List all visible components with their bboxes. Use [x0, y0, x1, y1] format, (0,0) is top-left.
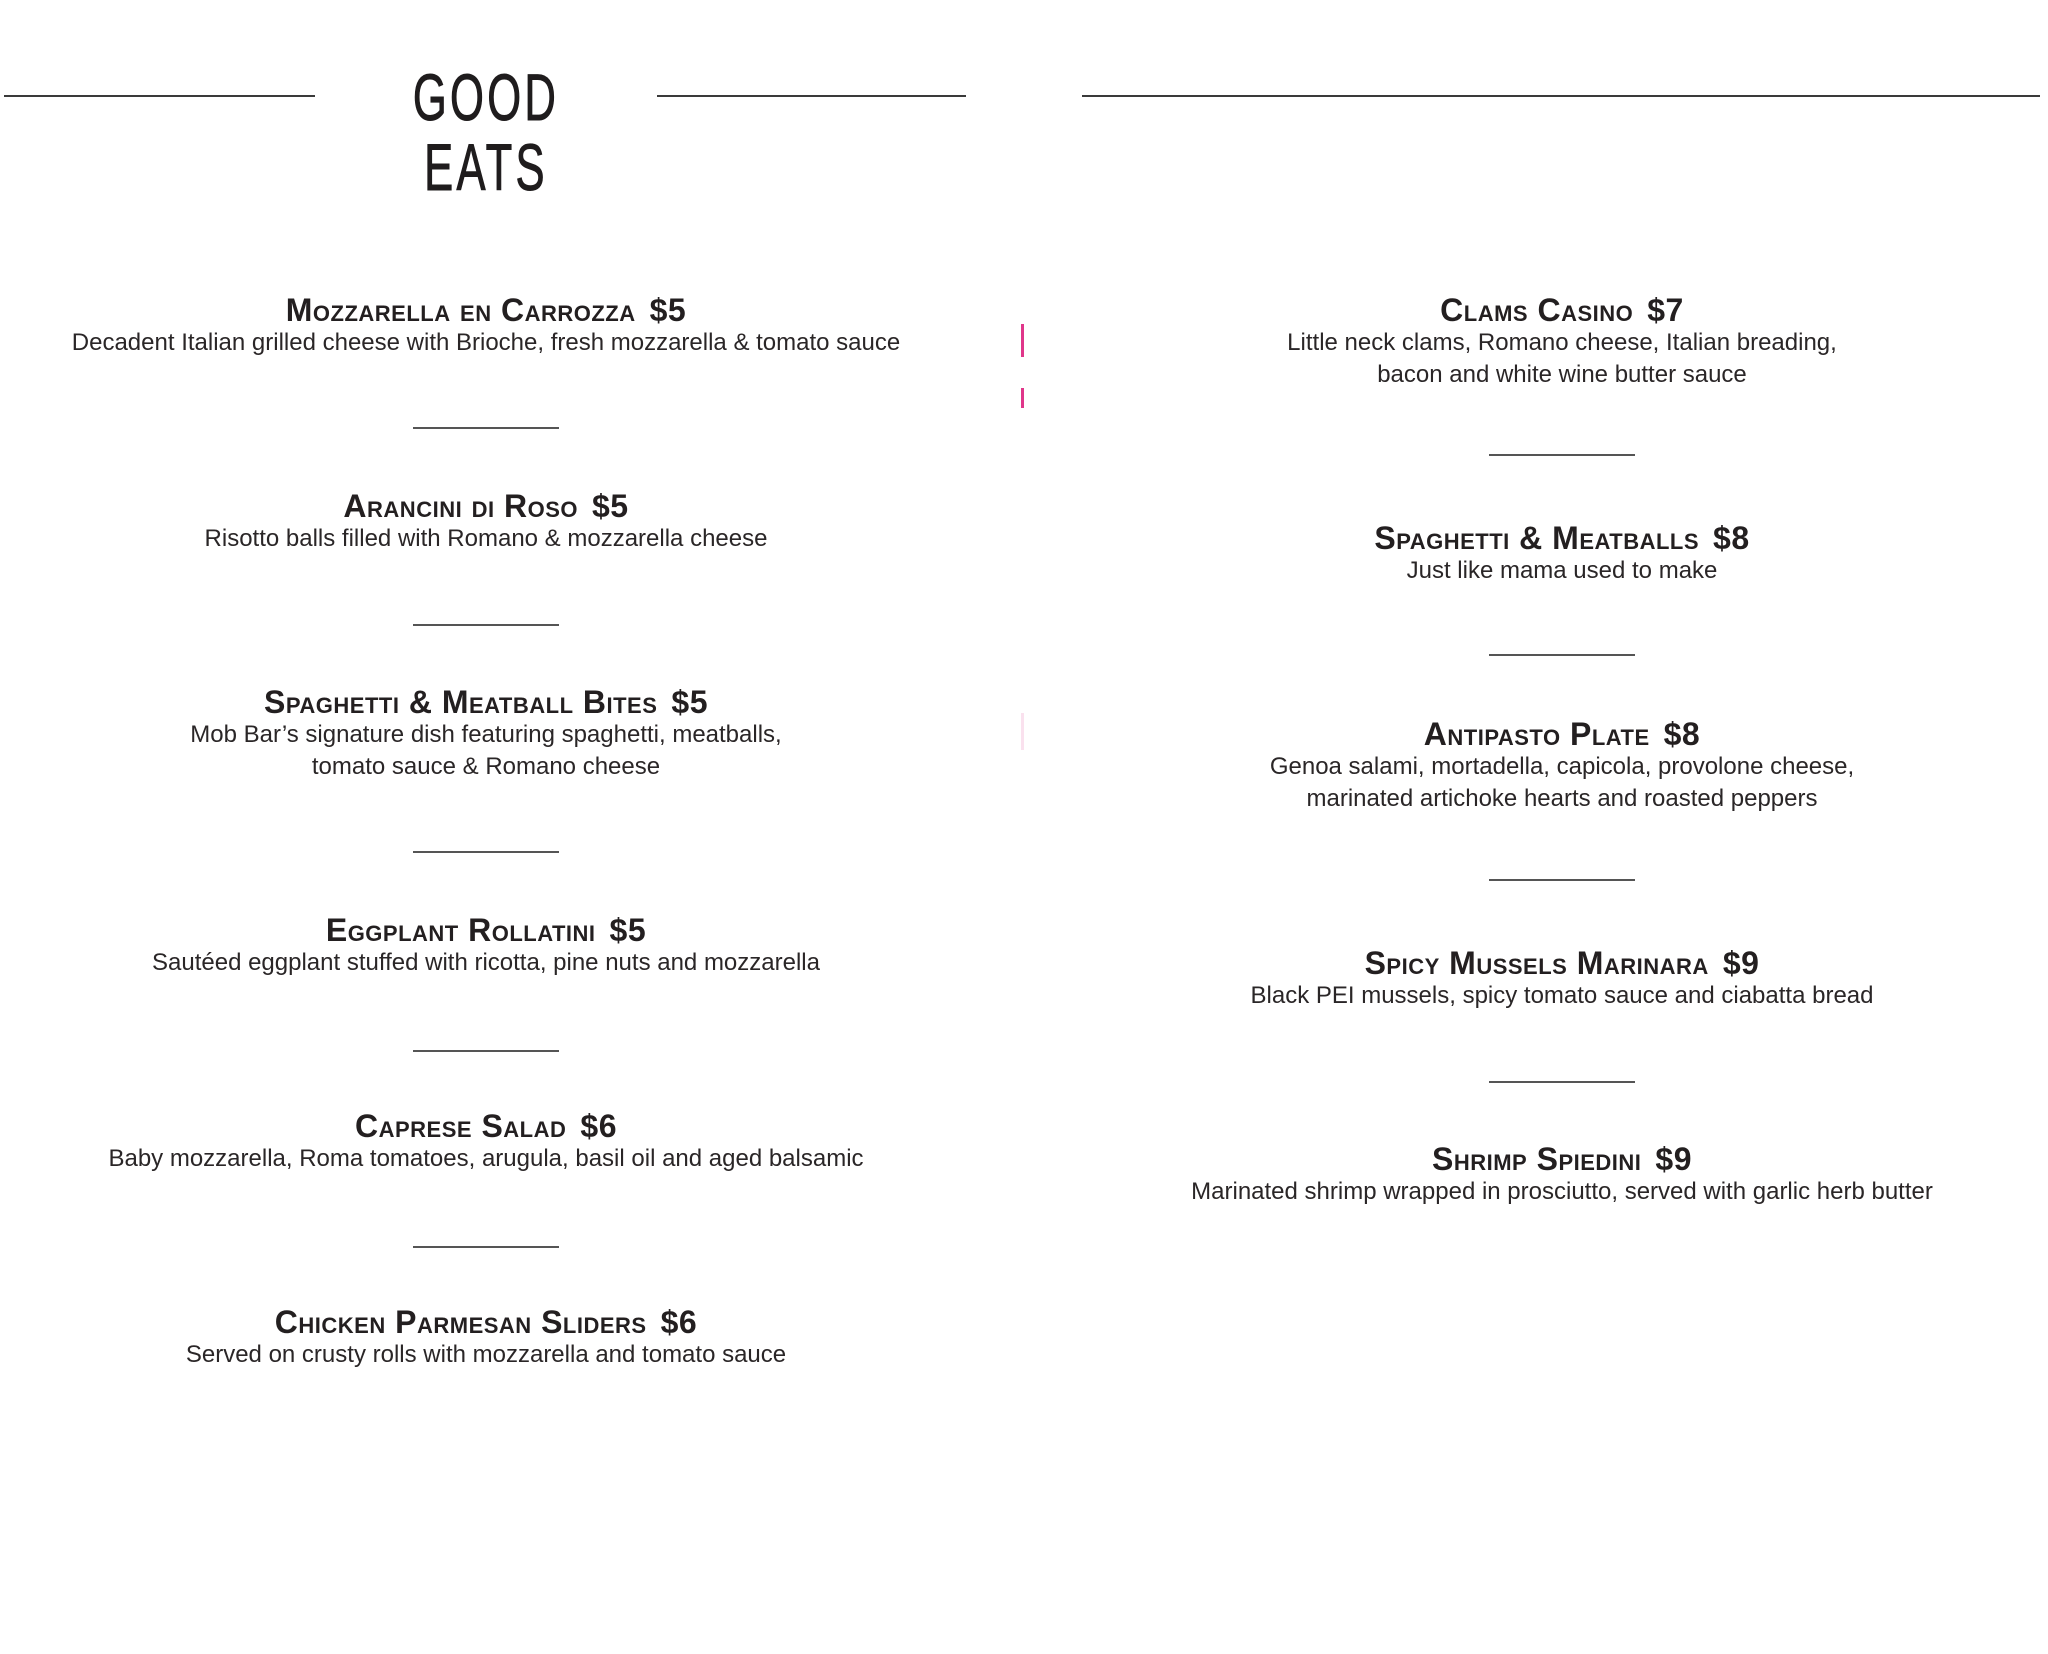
menu-item-price: $8: [1663, 716, 1701, 752]
menu-item-price: $5: [671, 684, 708, 720]
menu-item-name: Spaghetti & Meatball Bites: [264, 684, 658, 720]
menu-item-description: bacon and white wine butter sauce: [1377, 361, 1747, 388]
menu-item: [0, 913, 972, 979]
menu-item-name: Shrimp Spiedini: [1431, 1141, 1642, 1177]
menu-item-title: [1080, 1142, 2044, 1176]
right-page-header-rule: [1082, 95, 2040, 97]
item-divider: [1489, 1081, 1635, 1083]
item-divider: [413, 1246, 559, 1248]
menu-item: [0, 1305, 972, 1371]
menu-item: [0, 685, 972, 783]
menu-item-title: [0, 489, 972, 523]
crop-mark: [1021, 713, 1024, 750]
menu-item-description: Baby mozzarella, Roma tomatoes, arugula, basil oil and aged balsamic: [108, 1145, 864, 1172]
menu-item-name: Clams Casino: [1440, 292, 1634, 328]
menu-item-price: $9: [1722, 945, 1760, 981]
menu-item-price: $5: [591, 488, 629, 524]
menu-item-name: Caprese Salad: [354, 1108, 567, 1144]
menu-item-name: Arancini di Roso: [343, 488, 578, 524]
menu-item-title: [1080, 717, 2044, 751]
menu-item-description: Risotto balls filled with Romano & mozzarella cheese: [204, 525, 768, 552]
menu-item-description: Served on crusty rolls with mozzarella and tomato sauce: [185, 1341, 787, 1368]
menu-item-title: [1080, 521, 2044, 555]
menu-item: [1080, 1142, 2044, 1208]
menu-item-name: Spaghetti & Meatballs: [1374, 520, 1700, 556]
menu-item-description: Little neck clams, Romano cheese, Italian breading,: [1287, 329, 1837, 356]
header-rule-right: [657, 95, 966, 97]
menu-item: [1080, 293, 2044, 391]
item-divider: [413, 851, 559, 853]
menu-item: [1080, 521, 2044, 587]
menu-item: [1080, 717, 2044, 815]
menu-item: [0, 1109, 972, 1175]
menu-item-title: [1080, 946, 2044, 980]
item-divider: [413, 427, 559, 429]
menu-item-price: $7: [1647, 292, 1684, 328]
menu-item-description: Just like mama used to make: [1406, 557, 1718, 584]
menu-item-price: $9: [1655, 1141, 1693, 1177]
menu-item-description: Decadent Italian grilled cheese with Brioche, fresh mozzarella & tomato sauce: [71, 329, 901, 356]
crop-mark: [1021, 324, 1024, 357]
menu-item-name: Antipasto Plate: [1423, 716, 1650, 752]
menu-item-description: Mob Bar’s signature dish featuring spaghetti, meatballs,: [190, 721, 782, 748]
page-title: GOOD EATS: [412, 60, 560, 204]
menu-item-description: Black PEI mussels, spicy tomato sauce and ciabatta bread: [1250, 982, 1874, 1009]
menu-item-description: Sautéed eggplant stuffed with ricotta, pine nuts and mozzarella: [152, 949, 820, 976]
menu-item-price: $5: [649, 292, 687, 328]
item-divider: [1489, 654, 1635, 656]
item-divider: [1489, 879, 1635, 881]
item-divider: [413, 624, 559, 626]
item-divider: [1489, 454, 1635, 456]
menu-item-price: $5: [609, 912, 647, 948]
crop-mark: [1021, 388, 1024, 408]
menu-item-title: [0, 1305, 972, 1339]
menu-item-title: [0, 1109, 972, 1143]
header-rule-left: [4, 95, 315, 97]
menu-item: [0, 293, 972, 359]
menu-item-description: Genoa salami, mortadella, capicola, provolone cheese,: [1269, 753, 1855, 780]
menu-item-description: Marinated shrimp wrapped in prosciutto, served with garlic herb butter: [1191, 1178, 1933, 1205]
menu-item-name: Spicy Mussels Marinara: [1364, 945, 1709, 981]
menu-item-name: Chicken Parmesan Sliders: [274, 1304, 647, 1340]
menu-item-title: [0, 685, 972, 719]
menu-item-name: Mozzarella en Carrozza: [285, 292, 636, 328]
menu-item-name: Eggplant Rollatini: [325, 912, 596, 948]
item-divider: [413, 1050, 559, 1052]
menu-item-title: [0, 293, 972, 327]
menu-item-price: $6: [660, 1304, 698, 1340]
menu-item-price: $8: [1713, 520, 1750, 556]
menu-item-description: marinated artichoke hearts and roasted peppers: [1306, 785, 1818, 812]
menu-item-price: $6: [580, 1108, 617, 1144]
menu-item: [1080, 946, 2044, 1012]
menu-item: [0, 489, 972, 555]
menu-item-title: [1080, 293, 2044, 327]
menu-item-title: [0, 913, 972, 947]
menu-item-description: tomato sauce & Romano cheese: [311, 753, 661, 780]
